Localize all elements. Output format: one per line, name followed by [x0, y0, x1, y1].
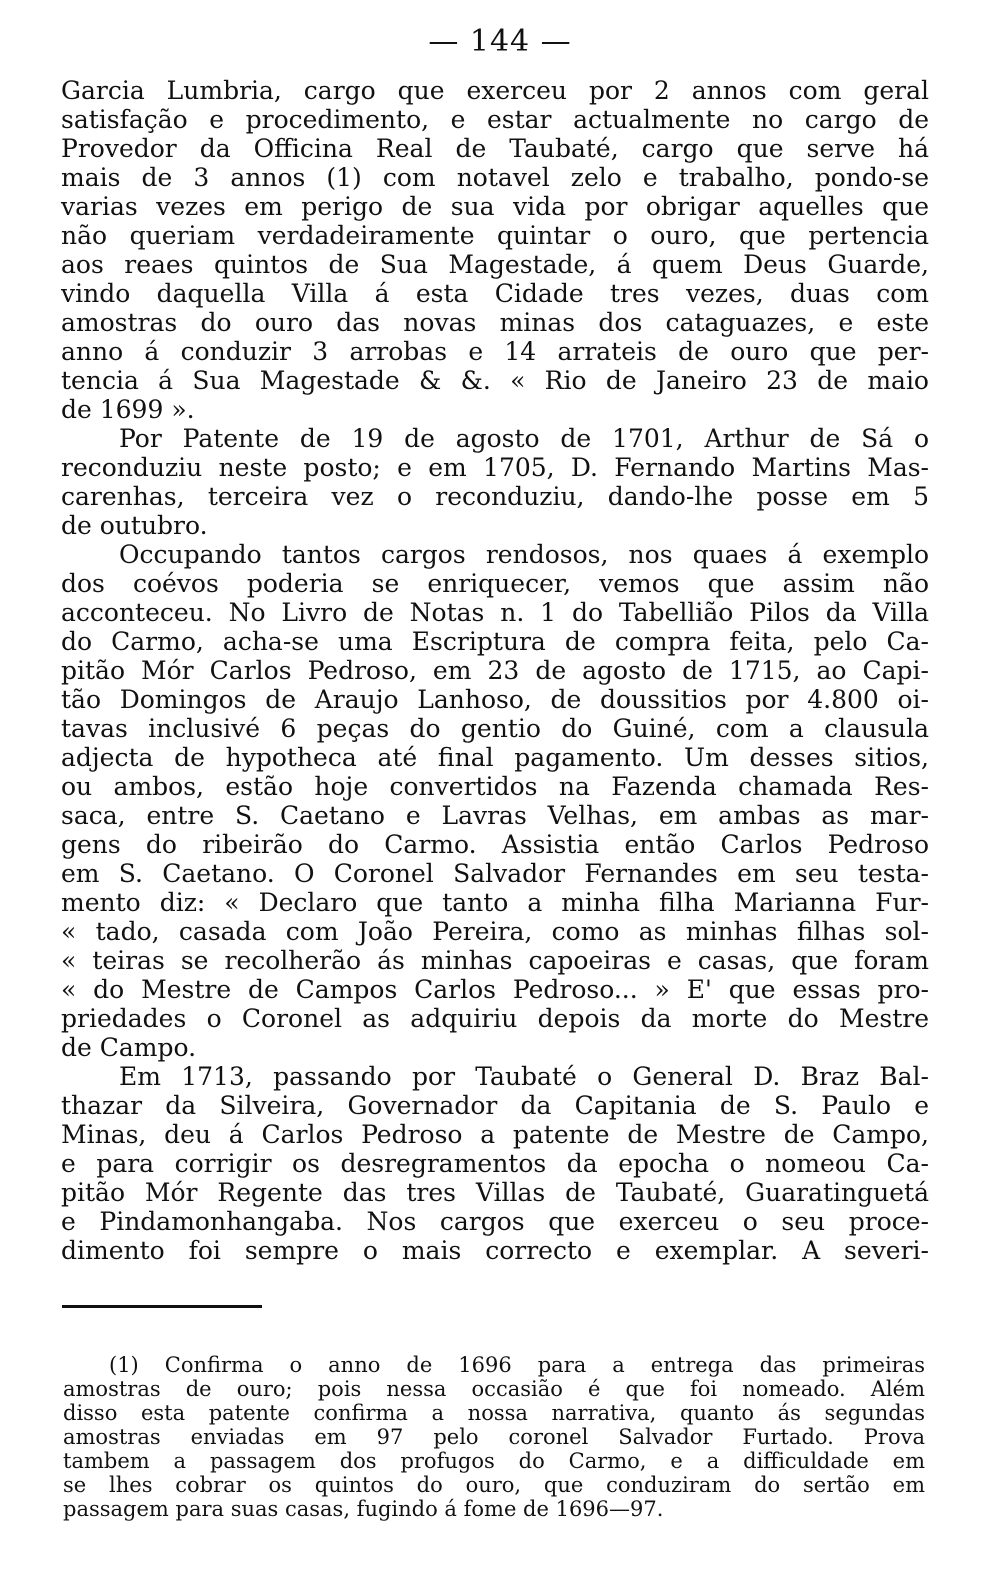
text-line: gens do ribeirão do Carmo. Assistia então Carlos Pedroso [61, 830, 929, 859]
text-line: não queriam verdadeiramente quintar o ouro, que pertencia [61, 221, 929, 250]
text-line: ou ambos, estão hoje convertidos na Fazenda chamada Res- [61, 772, 929, 801]
text-line: tencia á Sua Magestade & &. « Rio de Janeiro 23 de maio [61, 366, 929, 395]
text-line: tão Domingos de Araujo Lanhoso, de doussitios por 4.800 oi- [61, 685, 929, 714]
footnote-line: amostras de ouro; pois nessa occasião é que foi nomeado. Além [63, 1377, 925, 1401]
text-line: dimento foi sempre o mais correcto e exemplar. A severi- [61, 1236, 929, 1265]
text-line: Garcia Lumbria, cargo que exerceu por 2 annos com geral [61, 76, 929, 105]
footnote-line: se lhes cobrar os quintos do ouro, que conduziram do sertão em [63, 1473, 925, 1497]
paragraph [61, 1062, 929, 1265]
text-line: de Campo. [61, 1033, 197, 1062]
text-line: do Carmo, acha-se uma Escriptura de compra feita, pelo Ca- [61, 627, 929, 656]
paragraph [61, 540, 929, 1062]
text-line: mento diz: « Declaro que tanto a minha filha Marianna Fur- [61, 888, 929, 917]
text-line: satisfação e procedimento, e estar actualmente no cargo de [61, 105, 929, 134]
body-text [61, 76, 929, 1265]
text-line: de outubro. [61, 511, 208, 540]
text-line: priedades o Coronel as adquiriu depois da morte do Mestre [61, 1004, 929, 1033]
footnote-line: (1) Confirma o anno de 1696 para a entrega das primeiras [109, 1353, 925, 1377]
text-line: tavas inclusivé 6 peças do gentio do Guiné, com a clausula [61, 714, 929, 743]
text-line: reconduziu neste posto; e em 1705, D. Fernando Martins Mas- [61, 453, 929, 482]
text-line: dos coévos poderia se enriquecer, vemos que assim não [61, 569, 929, 598]
text-line: « tado, casada com João Pereira, como as minhas filhas sol- [61, 917, 929, 946]
text-line: Occupando tantos cargos rendosos, nos quaes á exemplo [119, 540, 929, 569]
text-line: e Pindamonhangaba. Nos cargos que exerceu o seu proce- [61, 1207, 929, 1236]
text-line: carenhas, terceira vez o reconduziu, dando-lhe posse em 5 [61, 482, 929, 511]
text-line: mais de 3 annos (1) com notavel zelo e trabalho, pondo-se [61, 163, 929, 192]
footnote-line: disso esta patente confirma a nossa narrativa, quanto ás segundas [63, 1401, 925, 1425]
text-line: Provedor da Officina Real de Taubaté, cargo que serve há [61, 134, 929, 163]
text-line: saca, entre S. Caetano e Lavras Velhas, em ambas as mar- [61, 801, 929, 830]
text-line: thazar da Silveira, Governador da Capitania de S. Paulo e [61, 1091, 929, 1120]
text-line: acconteceu. No Livro de Notas n. 1 do Tabellião Pilos da Villa [61, 598, 929, 627]
paragraph [61, 76, 929, 424]
text-line: e para corrigir os desregramentos da epocha o nomeou Ca- [61, 1149, 929, 1178]
text-line: varias vezes em perigo de sua vida por obrigar aquelles que [61, 192, 929, 221]
footnote [63, 1353, 925, 1521]
text-line: de 1699 ». [61, 395, 195, 424]
page-number: — 144 — [428, 24, 572, 59]
text-line: Minas, deu á Carlos Pedroso a patente de Mestre de Campo, [61, 1120, 929, 1149]
footnote-divider [62, 1305, 262, 1308]
text-line: anno á conduzir 3 arrobas e 14 arrateis de ouro que per- [61, 337, 929, 366]
paragraph [61, 424, 929, 540]
text-line: vindo daquella Villa á esta Cidade tres vezes, duas com [61, 279, 929, 308]
text-line: adjecta de hypotheca até final pagamento. Um desses sitios, [61, 743, 929, 772]
footnote-line: passagem para suas casas, fugindo á fome de 1696—97. [63, 1497, 664, 1521]
text-line: Em 1713, passando por Taubaté o General D. Braz Bal- [119, 1062, 929, 1091]
text-line: em S. Caetano. O Coronel Salvador Fernandes em seu testa- [61, 859, 929, 888]
text-line: « teiras se recolherão ás minhas capoeiras e casas, que foram [61, 946, 929, 975]
footnote-line: tambem a passagem dos profugos do Carmo, e a difficuldade em [63, 1449, 925, 1473]
text-line: pitão Mór Regente das tres Villas de Taubaté, Guaratinguetá [61, 1178, 929, 1207]
text-line: Por Patente de 19 de agosto de 1701, Arthur de Sá o [119, 424, 929, 453]
text-line: aos reaes quintos de Sua Magestade, á quem Deus Guarde, [61, 250, 929, 279]
text-line: amostras do ouro das novas minas dos cataguazes, e este [61, 308, 929, 337]
text-line: « do Mestre de Campos Carlos Pedroso... » E' que essas pro- [61, 975, 929, 1004]
text-line: pitão Mór Carlos Pedroso, em 23 de agosto de 1715, ao Capi- [61, 656, 929, 685]
footnote-line: amostras enviadas em 97 pelo coronel Salvador Furtado. Prova [63, 1425, 925, 1449]
